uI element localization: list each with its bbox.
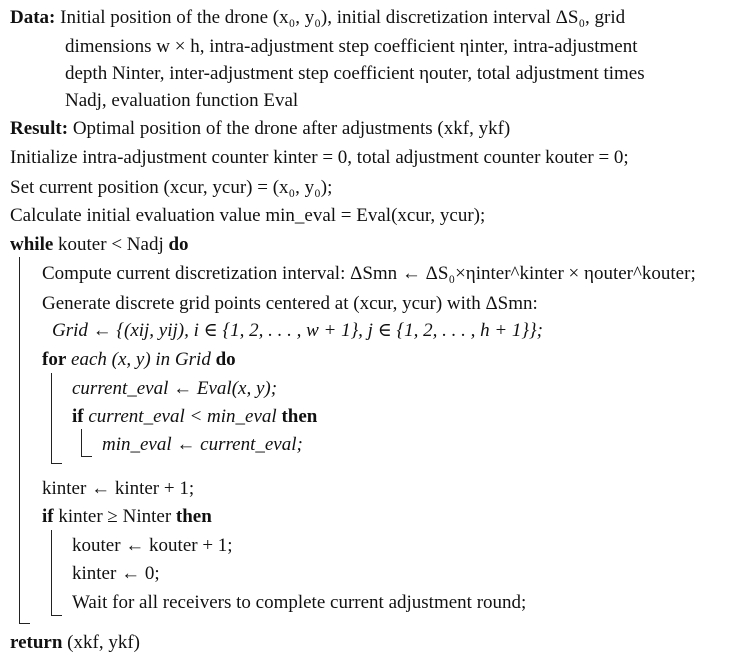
if2-row: [42, 504, 212, 530]
if-then-keyword: then: [281, 406, 318, 427]
for-block-line: [51, 373, 52, 463]
if-keyword: if: [72, 406, 84, 427]
result-row: [10, 116, 510, 142]
if2-then-keyword: then: [175, 506, 212, 527]
return-row: [10, 630, 140, 656]
if-condition: current_eval < min_eval: [88, 406, 277, 427]
if-block-line: [81, 429, 82, 456]
if2-block-end: [51, 615, 62, 616]
while-block-end: [19, 623, 30, 624]
init-line-2: Set current position (xcur, ycur) = (x₀, y₀);: [10, 177, 333, 198]
for-condition: each (x, y) in Grid: [71, 349, 211, 370]
increment-line: kinter ← kinter + 1;: [42, 478, 195, 499]
for-do-keyword: do: [215, 349, 236, 370]
init-line-1: Initialize intra-adjustment counter kinter = 0, total adjustment counter kouter = 0;: [10, 147, 629, 168]
if2-block-line: [51, 530, 52, 615]
loop-line-2: Generate discrete grid points centered at (xcur, ycur) with ΔSmn:: [42, 293, 538, 314]
then-line-1: min_eval ← current_eval;: [102, 434, 303, 455]
if-row: [72, 404, 317, 430]
return-keyword: return: [10, 632, 63, 653]
data-line-1: Initial position of the drone (x₀, y₀), initial discretization interval ΔS₀, grid: [60, 7, 626, 28]
if2-line-2: kinter ← 0;: [72, 563, 160, 584]
data-line-2: dimensions w × h, intra-adjustment step coefficient ηinter, intra-adjustment: [65, 36, 638, 57]
return-value: (xkf, ykf): [67, 632, 140, 653]
loop-line-3: Grid ← {(xij, yij), i ∈ {1, 2, . . . , w + 1}, j ∈ {1, 2, . . . , h + 1}};: [52, 320, 543, 341]
data-row: [10, 5, 625, 31]
loop-line-1: Compute current discretization interval: ΔSmn ← ΔS₀×ηinter^kinter × ηouter^kouter;: [42, 263, 696, 284]
result-label: Result:: [10, 118, 69, 139]
result-text: Optimal position of the drone after adjustments (xkf, ykf): [72, 118, 511, 139]
data-line-3: depth Ninter, inter-adjustment step coefficient ηouter, total adjustment times: [65, 63, 645, 84]
if2-keyword: if: [42, 506, 54, 527]
for-row: [42, 347, 236, 373]
while-keyword: while: [10, 234, 54, 255]
while-row: [10, 232, 189, 258]
data-line-4: Nadj, evaluation function Eval: [65, 90, 299, 111]
data-label: Data:: [10, 7, 56, 28]
if2-line-3: Wait for all receivers to complete current adjustment round;: [72, 592, 527, 613]
for-block-end: [51, 463, 62, 464]
while-block-line: [19, 257, 20, 623]
if2-condition: kinter ≥ Ninter: [58, 506, 172, 527]
init-line-3: Calculate initial evaluation value min_eval = Eval(xcur, ycur);: [10, 205, 486, 226]
if-block-end: [81, 456, 92, 457]
for-line-1: current_eval ← Eval(x, y);: [72, 378, 278, 399]
while-do-keyword: do: [168, 234, 189, 255]
if2-line-1: kouter ← kouter + 1;: [72, 535, 233, 556]
for-keyword: for: [42, 349, 67, 370]
while-condition: kouter < Nadj: [58, 234, 164, 255]
